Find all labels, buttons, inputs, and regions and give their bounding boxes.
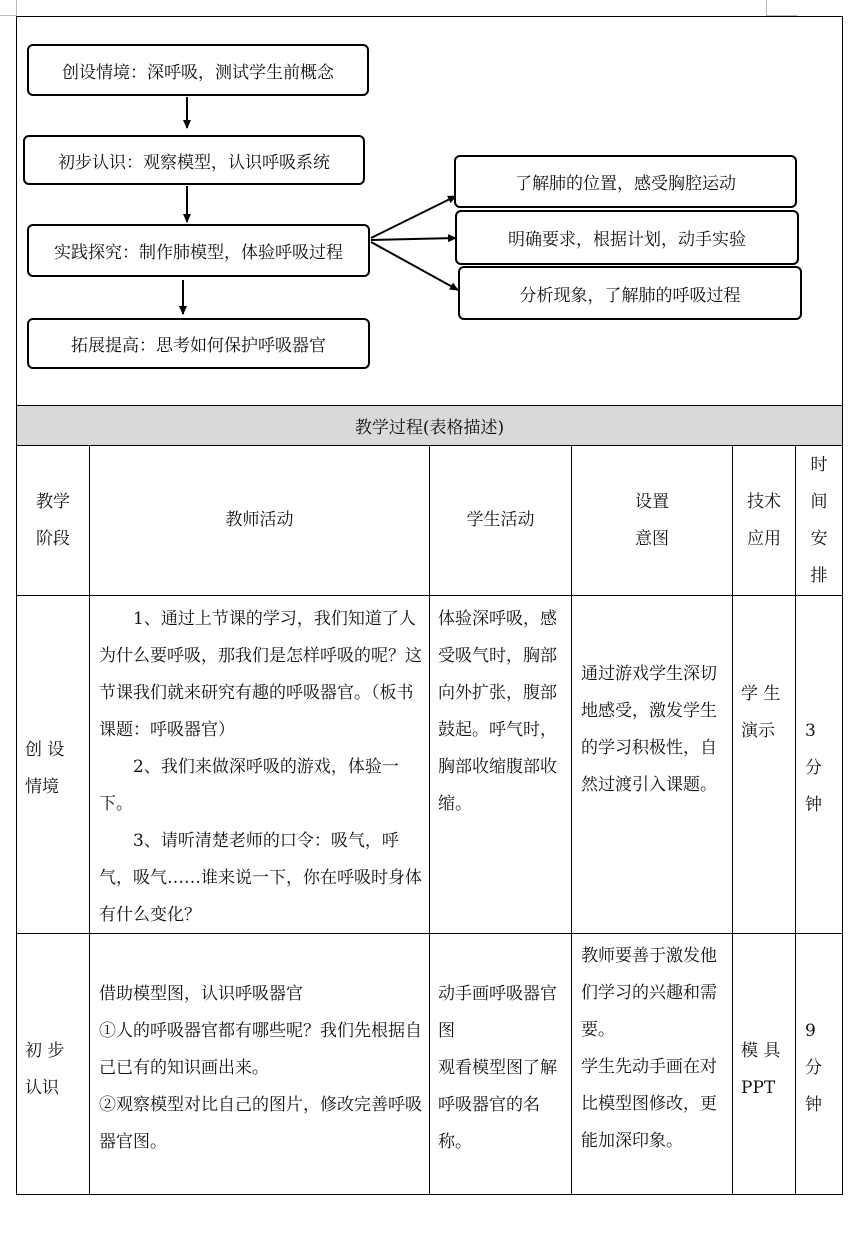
row2-stage: 初 步 认识 <box>25 1041 65 1098</box>
arrow-to-branch1 <box>371 196 456 238</box>
flow-step-1: 创设情境：深呼吸，测试学生前概念 <box>27 44 369 96</box>
row1-stage: 创 设 情境 <box>25 740 65 797</box>
header-intent: 设置 意图 <box>635 491 669 549</box>
row2-intent: 教师要善于激发他们学习的兴趣和需要。 学生先动手画在对比模型图修改，更能加深印象。 <box>581 946 717 1151</box>
section-title: 教学过程(表格描述) <box>17 406 842 445</box>
row1-student-activity: 体验深呼吸，感受吸气时，胸部向外扩张，腹部鼓起。呼气时，胸部收缩腹部收缩。 <box>438 609 557 814</box>
flowchart <box>0 0 861 405</box>
row2-time: 9 分 钟 <box>805 1021 822 1115</box>
flow-branch-1: 了解肺的位置，感受胸腔运动 <box>454 155 797 208</box>
header-time: 时 间 安 排 <box>810 454 828 586</box>
header-stage: 教学 阶段 <box>36 491 70 549</box>
flow-branch-3: 分析现象，了解肺的呼吸过程 <box>458 266 802 320</box>
row2-technology: 模 具 PPT <box>741 1041 781 1098</box>
row1-technology: 学 生 演示 <box>741 684 781 741</box>
flow-branch-2: 明确要求，根据计划，动手实验 <box>455 210 799 265</box>
row1-intent: 通过游戏学生深切地感受，激发学生的学习积极性，自然过渡引入课题。 <box>581 664 717 795</box>
header-student-activity: 学生活动 <box>466 510 535 530</box>
header-technology: 技术 应用 <box>747 491 781 549</box>
header-teacher-activity: 教师活动 <box>225 510 294 530</box>
arrow-to-branch2 <box>371 238 456 240</box>
row1-time: 3 分 钟 <box>805 721 822 815</box>
flow-step-2: 初步认识：观察模型，认识呼吸系统 <box>23 135 365 185</box>
row1-teacher-activity: 1、通过上节课的学习，我们知道了人为什么要呼吸，那我们是怎样呼吸的呢？这节课我们就来研究有趣的呼吸器官。（板书课题：呼吸器官） 2、我们来做深呼吸的游戏，体验一下。 3、请听清楚老师的口令：吸气，呼气，吸气……谁来说一下，你在呼吸时身体有什么变化？ <box>99 609 422 925</box>
flow-step-3: 实践探究：制作肺模型，体验呼吸过程 <box>27 224 370 277</box>
arrow-to-branch3 <box>371 242 458 290</box>
row2-student-activity: 动手画呼吸器官图 观看模型图了解呼吸器官的名称。 <box>438 984 557 1152</box>
flow-step-4: 拓展提高：思考如何保护呼吸器官 <box>27 318 370 369</box>
row2-teacher-activity: 借助模型图，认识呼吸器官 ①人的呼吸器官都有哪些呢？我们先根据自己已有的知识画出来。 ②观察模型对比自己的图片，修改完善呼吸器官图。 <box>99 984 422 1152</box>
